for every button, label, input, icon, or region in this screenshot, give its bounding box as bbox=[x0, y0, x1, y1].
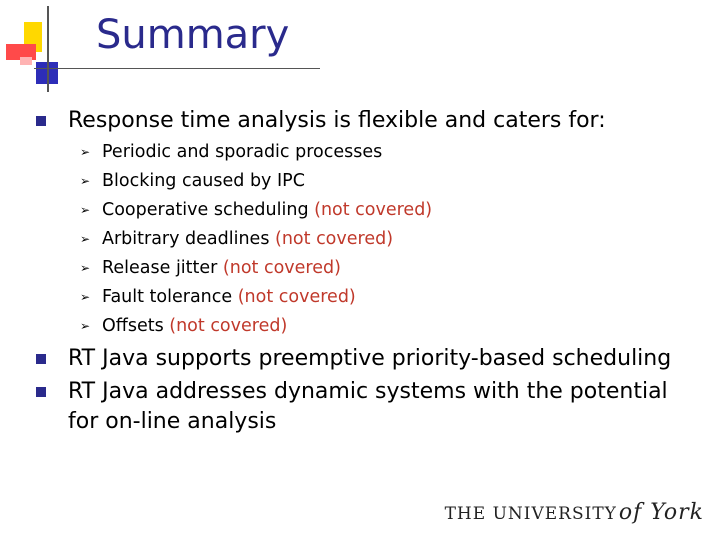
list-item bbox=[80, 256, 341, 280]
not-covered-note: (not covered) bbox=[169, 316, 288, 336]
not-covered-note: (not covered) bbox=[237, 287, 356, 307]
bullet-rt-java-supports bbox=[36, 344, 671, 374]
subitem-text: Arbitrary deadlines bbox=[102, 229, 276, 249]
arrow-bullet-icon: ➢ bbox=[80, 203, 91, 217]
list-item bbox=[80, 285, 356, 309]
arrow-bullet-icon: ➢ bbox=[80, 174, 91, 188]
subitem-text: Offsets bbox=[102, 316, 170, 336]
list-item bbox=[80, 314, 287, 338]
decor-horizontal-line bbox=[34, 68, 320, 69]
bullet-text: RT Java addresses dynamic systems with the potential for on-line analysis bbox=[68, 379, 668, 434]
subitem-text: Release jitter bbox=[102, 258, 223, 278]
bullet-text: RT Java supports preemptive priority-based scheduling bbox=[68, 346, 672, 371]
bullet-rt-java-addresses bbox=[36, 377, 696, 437]
bullet-response-time bbox=[36, 106, 606, 136]
not-covered-note: (not covered) bbox=[222, 258, 341, 278]
subitem-text: Cooperative scheduling bbox=[102, 200, 315, 220]
decor-vertical-line bbox=[47, 6, 49, 92]
square-bullet-icon bbox=[36, 354, 46, 364]
logo-text: THE UNIVERSITY bbox=[444, 504, 617, 524]
arrow-bullet-icon: ➢ bbox=[80, 232, 91, 246]
list-item bbox=[80, 198, 432, 222]
bullet-text: Response time analysis is flexible and caters for: bbox=[68, 108, 606, 133]
subitem-text: Blocking caused by IPC bbox=[102, 171, 305, 191]
not-covered-note: (not covered) bbox=[314, 200, 433, 220]
list-item bbox=[80, 140, 382, 164]
subitem-text: Periodic and sporadic processes bbox=[102, 142, 383, 162]
slide-title: Summary bbox=[96, 12, 290, 58]
arrow-bullet-icon: ➢ bbox=[80, 145, 91, 159]
logo-script: of York bbox=[618, 500, 704, 525]
subitem-text: Fault tolerance bbox=[102, 287, 238, 307]
list-item bbox=[80, 227, 393, 251]
decor-pink-square bbox=[20, 57, 32, 65]
square-bullet-icon bbox=[36, 116, 46, 126]
arrow-bullet-icon: ➢ bbox=[80, 261, 91, 275]
arrow-bullet-icon: ➢ bbox=[80, 319, 91, 333]
arrow-bullet-icon: ➢ bbox=[80, 290, 91, 304]
list-item bbox=[80, 169, 305, 193]
university-logo bbox=[445, 500, 704, 530]
not-covered-note: (not covered) bbox=[275, 229, 394, 249]
square-bullet-icon bbox=[36, 387, 46, 397]
